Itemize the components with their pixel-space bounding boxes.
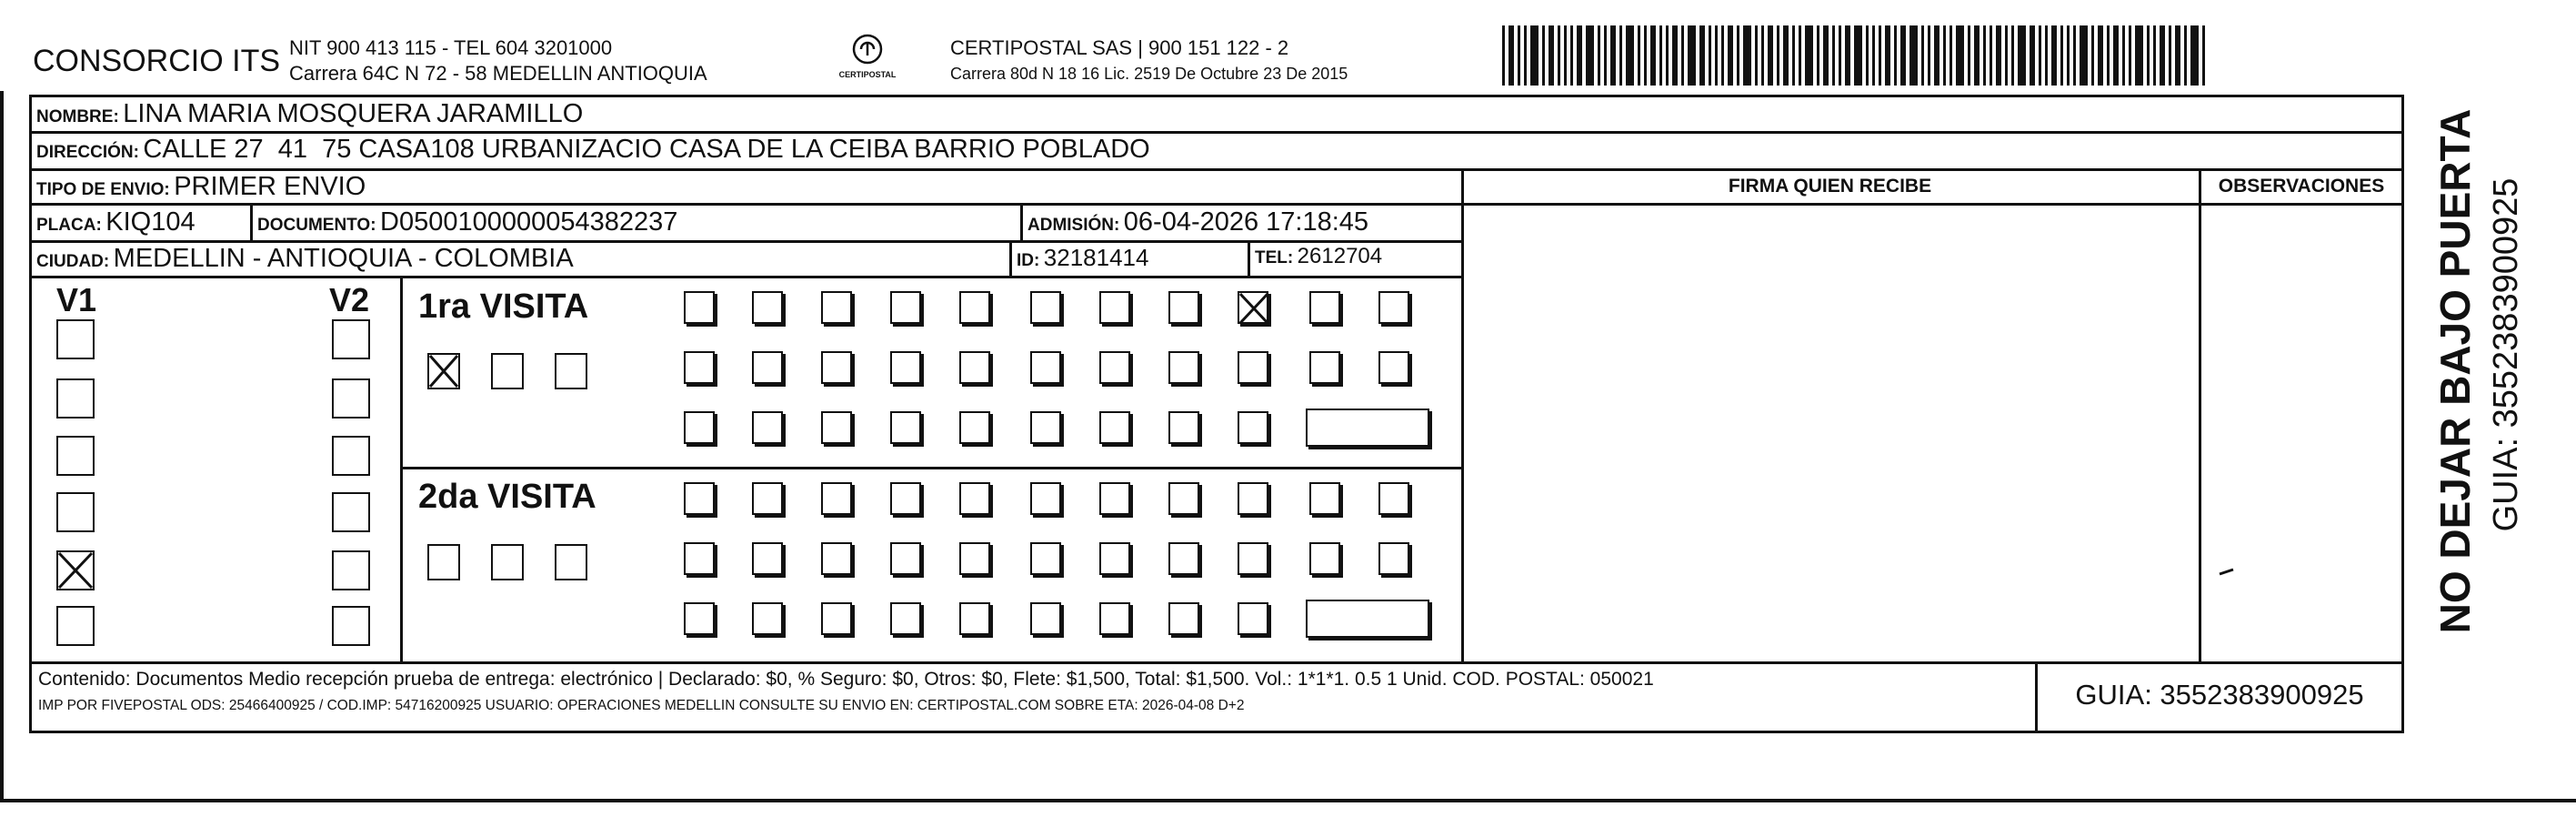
- visit2-day-9[interactable]: [1238, 482, 1268, 515]
- visit1-day-17[interactable]: [1030, 351, 1061, 384]
- visit2-day-5[interactable]: [959, 482, 990, 515]
- barcode-bar: [1688, 25, 1696, 86]
- barcode-bar: [1666, 25, 1669, 86]
- v1-checkbox-2[interactable]: [56, 436, 95, 476]
- visit1-day-6[interactable]: [1030, 291, 1061, 324]
- visit2-day-6[interactable]: [1030, 482, 1061, 515]
- footer-line-1: Contenido: Documentos Medio recepción prueba de entrega: electrónico | Declarado: $0, % Seguro: $0, Otros: $0, Flete: $1,500, Total: $1,500. Vol.: 1*1*1. 0.5 1 Unid. COD. POSTAL: 050021: [38, 669, 1654, 690]
- visit2-day-27[interactable]: [959, 602, 990, 635]
- visit2-day-2[interactable]: [752, 482, 783, 515]
- visit1-day-22[interactable]: [1378, 351, 1409, 384]
- barcode-bar: [2005, 25, 2008, 86]
- barcode-bar: [2080, 25, 2088, 86]
- barcode-bar: [2153, 25, 2156, 86]
- company-line-1: NIT 900 413 115 - TEL 604 3201000: [289, 36, 613, 59]
- visit2-day-18[interactable]: [1099, 542, 1130, 575]
- visit2-day-16[interactable]: [959, 542, 990, 575]
- visit2-day-30[interactable]: [1168, 602, 1199, 635]
- barcode-bar: [1518, 25, 1520, 86]
- logo-text: CERTIPOSTAL: [838, 70, 897, 79]
- barcode-bar: [2011, 25, 2014, 86]
- side-guia: GUIA: 3552383900925: [2487, 177, 2525, 532]
- ciudad-row: [36, 246, 574, 272]
- barcode-bar: [2175, 25, 2180, 86]
- barcode-bar: [1509, 25, 1514, 86]
- barcode-bar: [2067, 25, 2070, 86]
- company-name: CONSORCIO ITS: [33, 44, 281, 78]
- visit1-day-19[interactable]: [1168, 351, 1199, 384]
- visit2-day-21[interactable]: [1309, 542, 1340, 575]
- visit1-day-12[interactable]: [684, 351, 715, 384]
- barcode-bar: [2018, 25, 2026, 86]
- nombre-row: [36, 101, 583, 127]
- barcode-bar: [1823, 25, 1829, 86]
- direccion-row: [36, 136, 1150, 163]
- visit2-day-8[interactable]: [1168, 482, 1199, 515]
- visit1-month-box-may[interactable]: [491, 353, 524, 389]
- barcode-bar: [2030, 25, 2035, 86]
- visit1-day-18[interactable]: [1099, 351, 1130, 384]
- tipo-label: TIPO DE ENVIO:: [36, 180, 170, 199]
- visit2-day-15[interactable]: [890, 542, 921, 575]
- barcode-bar: [1950, 25, 1952, 86]
- barcode-bar: [2107, 25, 2110, 86]
- barcode-bar: [1598, 25, 1600, 86]
- barcode-bar: [1845, 25, 1850, 86]
- visit2-day-12[interactable]: [684, 542, 715, 575]
- visit2-day-13[interactable]: [752, 542, 783, 575]
- visit1-day-21[interactable]: [1309, 351, 1340, 384]
- visit-1-title: 1ra VISITA: [418, 287, 589, 326]
- barcode-bar: [1900, 25, 1906, 86]
- barcode-bar: [1928, 25, 1930, 86]
- direccion-value: CALLE 27 41 75 CASA108 URBANIZACIO CASA DE LA CEIBA BARRIO POBLADO: [143, 135, 1150, 164]
- tel-row: [1255, 246, 1382, 267]
- barcode-bar: [1626, 25, 1634, 86]
- barcode-bar: [1909, 25, 1918, 86]
- barcode-bar: [1805, 25, 1813, 86]
- visit2-day-26[interactable]: [890, 602, 921, 635]
- barcode-bar: [1728, 25, 1733, 86]
- barcode-bar: [2184, 25, 2187, 86]
- visit1-day-15[interactable]: [890, 351, 921, 384]
- barcode-bar: [1854, 25, 1862, 86]
- tipo-value: PRIMER ENVIO: [174, 172, 366, 201]
- visit2-day-4[interactable]: [890, 482, 921, 515]
- visit2-day-11[interactable]: [1378, 482, 1409, 515]
- v2-checkbox-0[interactable]: [332, 319, 370, 359]
- visit1-day-8[interactable]: [1168, 291, 1199, 324]
- barcode-bar: [1542, 25, 1545, 86]
- barcode-bar: [1659, 25, 1662, 86]
- company-line-2: Carrera 64C N 72 - 58 MEDELLIN ANTIOQUIA: [289, 62, 707, 85]
- barcode-bar: [1619, 25, 1622, 86]
- barcode-bar: [1996, 25, 2001, 86]
- certipostal-logo: [835, 31, 900, 86]
- barcode-bar: [1644, 25, 1647, 86]
- visit1-day-27[interactable]: [959, 411, 990, 444]
- page-left-edge: [0, 91, 4, 801]
- visit2-day-22[interactable]: [1378, 542, 1409, 575]
- direccion-label: DIRECCIÓN:: [36, 143, 139, 162]
- barcode-bar: [1879, 25, 1881, 86]
- visit1-day-16[interactable]: [959, 351, 990, 384]
- visit2-day-7[interactable]: [1099, 482, 1130, 515]
- visit1-day-14[interactable]: [821, 351, 852, 384]
- visit1-day-20[interactable]: [1238, 351, 1268, 384]
- barcode-bar: [2160, 25, 2165, 86]
- barcode-bar: [1885, 25, 1890, 86]
- visit2-day-29[interactable]: [1099, 602, 1130, 635]
- barcode-bar: [2045, 25, 2048, 86]
- visit1-day-11[interactable]: [1378, 291, 1409, 324]
- barcode-bar: [1558, 25, 1560, 86]
- v2-checkbox-4[interactable]: [332, 550, 370, 590]
- visit2-month-box-abr[interactable]: [427, 544, 460, 580]
- side-warning: NO DEJAR BAJO PUERTA: [2431, 108, 2479, 634]
- barcode-bar: [1743, 25, 1751, 86]
- visit2-day-17[interactable]: [1030, 542, 1061, 575]
- visit2-day-10[interactable]: [1309, 482, 1340, 515]
- visit2-day-23[interactable]: [684, 602, 715, 635]
- barcode-bar: [2122, 25, 2125, 86]
- barcode-bar: [1638, 25, 1640, 86]
- visit1-day-24[interactable]: [752, 411, 783, 444]
- visit2-day-20[interactable]: [1238, 542, 1268, 575]
- barcode-bar: [2190, 25, 2199, 86]
- v2-label: V2: [329, 281, 370, 318]
- visit1-day-25[interactable]: [821, 411, 852, 444]
- v2-checkbox-3[interactable]: [332, 492, 370, 532]
- id-label: ID:: [1017, 251, 1040, 270]
- barcode-bar: [1699, 25, 1705, 86]
- barcode-bar: [1737, 25, 1739, 86]
- barcode-bar: [1610, 25, 1616, 86]
- barcode-bar: [1709, 25, 1711, 86]
- barcode-bar: [1866, 25, 1869, 86]
- barcode-bar: [1839, 25, 1841, 86]
- barcode-bar: [1650, 25, 1656, 86]
- visit1-month-box-jun[interactable]: [555, 353, 587, 389]
- barcode-bar: [1943, 25, 1946, 86]
- visit2-day-25[interactable]: [821, 602, 852, 635]
- barcode-bar: [1956, 25, 1964, 86]
- visit1-day-29[interactable]: [1099, 411, 1130, 444]
- placa-value: KIQ104: [105, 207, 195, 237]
- barcode-bar: [1721, 25, 1724, 86]
- visit-2-title: 2da VISITA: [418, 478, 596, 516]
- visit1-day-13[interactable]: [752, 351, 783, 384]
- barcode-bar: [1564, 25, 1567, 86]
- visit2-month-box-jun[interactable]: [555, 544, 587, 580]
- documento-value: D0500100000054382237: [380, 207, 678, 237]
- barcode-bar: [1990, 25, 1992, 86]
- visit2-day-24[interactable]: [752, 602, 783, 635]
- barcode: [1502, 25, 2225, 86]
- footer-guia: GUIA: 3552383900925: [2075, 679, 2364, 711]
- visit1-day-4[interactable]: [890, 291, 921, 324]
- barcode-bar: [2202, 25, 2205, 86]
- barcode-bar: [2091, 25, 2094, 86]
- barcode-bar: [1817, 25, 1819, 86]
- barcode-bar: [1530, 25, 1539, 86]
- v1-checkbox-4[interactable]: [56, 550, 95, 590]
- barcode-bar: [1934, 25, 1940, 86]
- v1-checkbox-3[interactable]: [56, 492, 95, 532]
- barcode-bar: [1570, 25, 1573, 86]
- footer-line-2: IMP POR FIVEPOSTAL ODS: 25466400925 / COD.IMP: 54716200925 USUARIO: OPERACIONES MEDELLIN CONSULTE SU ENVIO EN: CERTIPOSTAL.COM SOBRE ETA: 2026-04-08 D+2: [38, 698, 1245, 713]
- carrier-line-1: CERTIPOSTAL SAS | 900 151 122 - 2: [950, 36, 1289, 59]
- id-value: 32181414: [1043, 244, 1149, 271]
- tel-label: TEL:: [1255, 248, 1294, 267]
- admision-value: 06-04-2026 17:18:45: [1123, 207, 1369, 237]
- nombre-value: LINA MARIA MOSQUERA JARAMILLO: [123, 99, 584, 128]
- documento-label: DOCUMENTO:: [257, 216, 376, 235]
- visit2-day-1[interactable]: [684, 482, 715, 515]
- barcode-bar: [2060, 25, 2063, 86]
- visit2-day-3[interactable]: [821, 482, 852, 515]
- admision-row: [1027, 209, 1368, 236]
- barcode-bar: [1577, 25, 1582, 86]
- barcode-bar: [1968, 25, 1970, 86]
- visit1-day-23[interactable]: [684, 411, 715, 444]
- visit1-month-box-abr[interactable]: [427, 353, 460, 389]
- barcode-bar: [1604, 25, 1607, 86]
- barcode-bar: [2039, 25, 2041, 86]
- barcode-bar: [1549, 25, 1554, 86]
- barcode-bar: [1768, 25, 1773, 86]
- barcode-bar: [1983, 25, 1986, 86]
- barcode-bar: [2113, 25, 2119, 86]
- admision-label: ADMISIÓN:: [1027, 216, 1120, 235]
- documento-row: [257, 209, 677, 236]
- visit2-day-19[interactable]: [1168, 542, 1199, 575]
- visit1-day-9[interactable]: [1238, 291, 1268, 324]
- carrier-line-2: Carrera 80d N 18 16 Lic. 2519 De Octubre 23 De 2015: [950, 65, 1348, 83]
- page-bottom-edge: [0, 799, 2576, 802]
- barcode-bar: [1715, 25, 1718, 86]
- visit1-day-30[interactable]: [1168, 411, 1199, 444]
- visit1-day-26[interactable]: [890, 411, 921, 444]
- observaciones-header: OBSERVACIONES: [2218, 176, 2385, 197]
- v1-label: V1: [56, 281, 97, 318]
- barcode-bar: [1777, 25, 1779, 86]
- barcode-bar: [1586, 25, 1594, 86]
- visit1-time-box[interactable]: [1306, 408, 1429, 447]
- handwritten-tick: [2219, 564, 2235, 580]
- v2-checkbox-2[interactable]: [332, 436, 370, 476]
- visit1-day-28[interactable]: [1030, 411, 1061, 444]
- visit1-day-7[interactable]: [1099, 291, 1130, 324]
- barcode-bar: [2129, 25, 2131, 86]
- barcode-bar: [2169, 25, 2171, 86]
- barcode-bar: [1761, 25, 1764, 86]
- visit2-time-box[interactable]: [1306, 600, 1429, 638]
- barcode-bar: [1755, 25, 1758, 86]
- visit1-day-3[interactable]: [821, 291, 852, 324]
- placa-row: [36, 209, 195, 236]
- barcode-bar: [2147, 25, 2150, 86]
- barcode-bar: [1832, 25, 1835, 86]
- visit1-day-2[interactable]: [752, 291, 783, 324]
- visit2-day-31[interactable]: [1238, 602, 1268, 635]
- barcode-bar: [1872, 25, 1875, 86]
- v1-checkbox-0[interactable]: [56, 319, 95, 359]
- tel-value: 2612704: [1297, 244, 1383, 268]
- barcode-bar: [1502, 25, 1505, 86]
- placa-label: PLACA:: [36, 216, 102, 235]
- barcode-bar: [1894, 25, 1897, 86]
- barcode-bar: [2073, 25, 2076, 86]
- id-row: [1017, 246, 1148, 269]
- barcode-bar: [1974, 25, 1980, 86]
- visit2-day-28[interactable]: [1030, 602, 1061, 635]
- visit2-day-14[interactable]: [821, 542, 852, 575]
- barcode-bar: [2135, 25, 2143, 86]
- barcode-bar: [1799, 25, 1801, 86]
- ciudad-label: CIUDAD:: [36, 252, 110, 271]
- visit1-day-1[interactable]: [684, 291, 715, 324]
- barcode-bar: [1672, 25, 1678, 86]
- visit1-day-31[interactable]: [1238, 411, 1268, 444]
- nombre-label: NOMBRE:: [36, 107, 119, 126]
- barcode-bar: [2051, 25, 2057, 86]
- barcode-bar: [1921, 25, 1924, 86]
- v2-checkbox-1[interactable]: [332, 378, 370, 419]
- v2-checkbox-5[interactable]: [332, 606, 370, 646]
- visit2-month-box-may[interactable]: [491, 544, 524, 580]
- ciudad-value: MEDELLIN - ANTIOQUIA - COLOMBIA: [113, 244, 574, 273]
- visit1-day-10[interactable]: [1309, 291, 1340, 324]
- barcode-bar: [2098, 25, 2103, 86]
- tipo-row: [36, 174, 366, 200]
- barcode-bar: [1681, 25, 1684, 86]
- v1-checkbox-5[interactable]: [56, 606, 95, 646]
- v1-checkbox-1[interactable]: [56, 378, 95, 419]
- barcode-bar: [1792, 25, 1795, 86]
- barcode-bar: [1783, 25, 1789, 86]
- barcode-bar: [1524, 25, 1527, 86]
- visit1-day-5[interactable]: [959, 291, 990, 324]
- firma-header: FIRMA QUIEN RECIBE: [1728, 176, 1932, 197]
